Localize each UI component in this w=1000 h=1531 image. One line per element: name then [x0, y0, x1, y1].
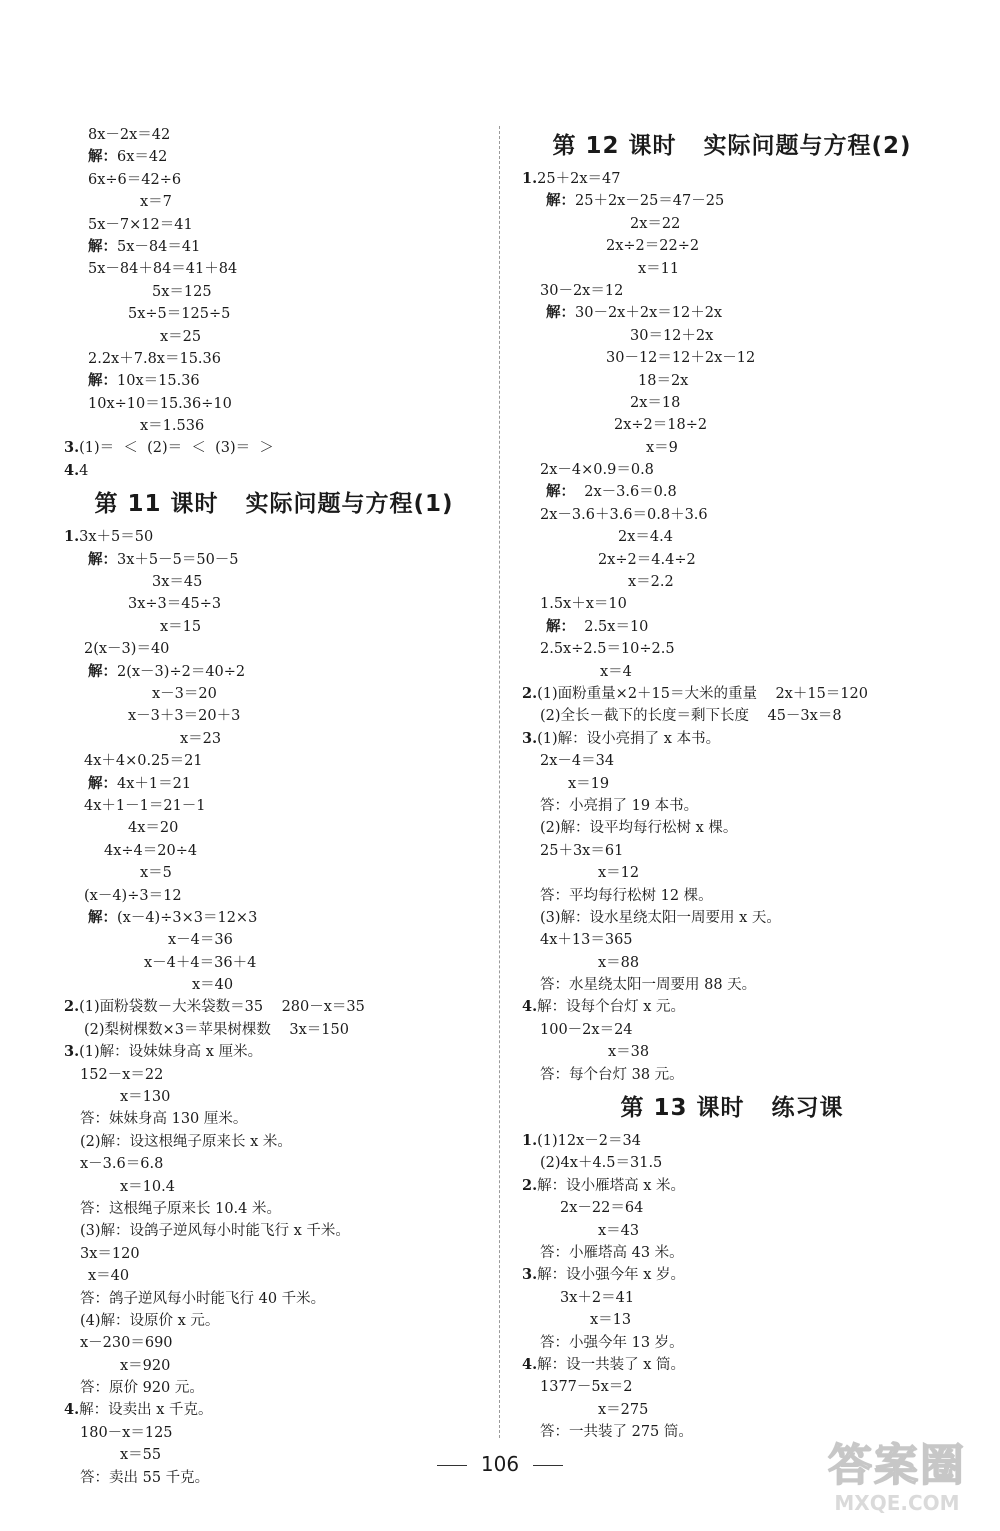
- answer-line: [64, 1131, 484, 1153]
- answer-line: [64, 549, 484, 571]
- line-text: 2x＝4.4: [618, 529, 673, 546]
- answer-line: [522, 190, 942, 212]
- line-text: x－3＝20: [152, 685, 217, 702]
- answer-line: [522, 370, 942, 392]
- line-text: 2x＝18: [630, 394, 681, 411]
- question-number: 2.: [522, 684, 538, 702]
- answer-line: [522, 213, 942, 235]
- answer-line: [64, 437, 484, 459]
- answer-line: [522, 728, 942, 750]
- question-number: 4.: [64, 461, 80, 479]
- answer-line: [522, 459, 942, 481]
- line-text: 2x－3.6＝0.8: [575, 484, 677, 501]
- answer-line: [64, 571, 484, 593]
- answer-line: [522, 258, 942, 280]
- question-number: 3.: [522, 1266, 538, 1284]
- line-text: x＝1.536: [140, 418, 205, 435]
- line-text: 1377－5x＝2: [540, 1379, 633, 1396]
- answer-line: [64, 1265, 484, 1287]
- line-text: 答：原价 920 元。: [80, 1380, 204, 1397]
- line-text: 2(x－3)÷2＝40÷2: [117, 663, 246, 680]
- line-text: 解：设卖出 x 千克。: [79, 1402, 213, 1419]
- answer-line: [522, 661, 942, 683]
- answer-line: [64, 124, 484, 146]
- answer-line: [64, 1041, 484, 1063]
- line-text: x－3.6＝6.8: [80, 1156, 164, 1173]
- answer-line: [522, 1332, 942, 1354]
- line-text: x＝11: [638, 260, 680, 277]
- line-text: 5x－84＋84＝41＋84: [88, 261, 238, 278]
- line-text: 2x－4＝34: [540, 753, 615, 770]
- line-text: 30－2x＋2x＝12＋2x: [575, 305, 723, 322]
- line-text: (2)4x＋4.5＝31.5: [540, 1155, 663, 1172]
- answer-line: [64, 1064, 484, 1086]
- line-text: 2.5x＝10: [575, 618, 649, 635]
- question-number: 1.: [64, 528, 80, 546]
- line-text: 解：设小强今年 x 岁。: [537, 1267, 686, 1284]
- line-text: (3)解：设鸽子逆风每小时能飞行 x 千米。: [80, 1223, 350, 1240]
- answer-line: [522, 302, 942, 324]
- answer-line: [522, 1041, 942, 1063]
- line-text: 4x＋4×0.25＝21: [84, 753, 203, 770]
- answer-line: [64, 1399, 484, 1421]
- line-text: 3x＋2＝41: [560, 1289, 635, 1306]
- line-text: (2)梨树棵数×3＝苹果树棵数 3x＝150: [84, 1021, 349, 1038]
- answer-line: [64, 191, 484, 213]
- solution-label: 解：: [546, 483, 575, 501]
- answer-line: [64, 907, 484, 929]
- answer-line: [64, 661, 484, 683]
- line-text: x－4＝36: [168, 932, 233, 949]
- question-number: 1.: [522, 170, 538, 187]
- question-number: 3.: [522, 729, 538, 747]
- line-text: (1)12x－2＝34: [537, 1133, 641, 1150]
- line-text: x＝40: [88, 1268, 130, 1285]
- answer-line: [522, 840, 942, 862]
- line-text: 30＝12＋2x: [630, 327, 714, 344]
- question-number: 4.: [64, 1401, 80, 1419]
- section-heading: 第 13 课时 练习课: [620, 1095, 844, 1122]
- answer-line: [64, 169, 484, 191]
- line-text: x＝19: [568, 775, 610, 792]
- line-text: 25＋3x＝61: [540, 842, 624, 859]
- line-text: 3x÷3＝45÷3: [128, 596, 222, 613]
- line-text: 3x＋5－5＝50－5: [117, 551, 239, 568]
- line-text: (2)解：设这根绳子原来长 x 米。: [80, 1133, 292, 1150]
- line-text: 4x＋1＝21: [117, 775, 192, 792]
- line-text: 3x＝120: [80, 1245, 140, 1262]
- right-column: [522, 124, 942, 1443]
- answer-line: [64, 705, 484, 727]
- line-text: 2x÷2＝18÷2: [614, 417, 708, 434]
- answer-line: [64, 885, 484, 907]
- question-number: 3.: [64, 1043, 80, 1061]
- answer-line: [64, 728, 484, 750]
- line-text: x＝43: [598, 1222, 640, 1239]
- line-text: 答：每个台灯 38 元。: [540, 1066, 684, 1083]
- answer-line: [64, 1288, 484, 1310]
- section-heading: 第 11 课时 实际问题与方程(1): [94, 491, 454, 518]
- line-text: x＝12: [598, 865, 640, 882]
- line-text: (3)解：设水星绕太阳一周要用 x 天。: [540, 909, 781, 926]
- answer-line: [64, 1310, 484, 1332]
- answer-line: [522, 1152, 942, 1174]
- line-text: x＝40: [192, 977, 234, 994]
- line-text: 25＋2x－25＝47－25: [575, 193, 725, 210]
- line-text: 30－12＝12＋2x－12: [606, 350, 756, 367]
- line-text: 2x＝22: [630, 215, 681, 232]
- answer-line: [64, 1220, 484, 1242]
- solution-label: 解：: [88, 148, 117, 166]
- line-text: (x－4)÷3×3＝12×3: [117, 909, 258, 926]
- line-text: 4x＝20: [128, 820, 179, 837]
- watermark-text: 答案圈: [828, 1440, 966, 1491]
- line-text: 答：平均每行松树 12 棵。: [540, 887, 713, 904]
- line-text: (1)＝ ＜ (2)＝ ＜ (3)＝ ＞: [79, 440, 274, 457]
- answer-line: [522, 235, 942, 257]
- line-text: x＝920: [120, 1357, 171, 1374]
- answer-line: [64, 1377, 484, 1399]
- answer-line: [64, 974, 484, 996]
- line-text: 8x－2x＝42: [88, 127, 171, 143]
- column-divider: [499, 126, 500, 1438]
- solution-label: 解：: [88, 908, 117, 926]
- footer-dash-right: [533, 1465, 563, 1466]
- line-text: 解：设小雁塔高 x 米。: [537, 1177, 686, 1194]
- solution-label: 解：: [88, 372, 117, 390]
- page-number: 106: [480, 1452, 520, 1476]
- line-text: 2(x－3)＝40: [84, 641, 170, 658]
- answer-line: [522, 392, 942, 414]
- answer-line: [64, 348, 484, 370]
- answer-line: [522, 1242, 942, 1264]
- answer-line: [522, 974, 942, 996]
- answer-line: [64, 929, 484, 951]
- answer-line: [522, 526, 942, 548]
- answer-line: [64, 1332, 484, 1354]
- answer-line: [64, 1108, 484, 1130]
- line-text: 2x－22＝64: [560, 1200, 644, 1217]
- answer-line: [64, 393, 484, 415]
- line-text: 4: [79, 462, 89, 479]
- line-text: 答：小强今年 13 岁。: [540, 1334, 684, 1351]
- answer-line: [522, 907, 942, 929]
- line-text: x＝55: [120, 1447, 162, 1464]
- line-text: 答：这根绳子原来长 10.4 米。: [80, 1200, 282, 1217]
- line-text: 180－x＝125: [80, 1424, 173, 1441]
- line-text: 1.5x＋x＝10: [540, 596, 627, 613]
- line-text: 答：妹妹身高 130 厘米。: [80, 1111, 248, 1128]
- line-text: 4x＋1－1＝21－1: [84, 797, 206, 814]
- answer-line: [522, 168, 942, 190]
- footer-dash-left: [437, 1465, 467, 1466]
- line-text: 5x－7×12＝41: [88, 216, 193, 233]
- line-text: 答：卖出 55 千克。: [80, 1469, 210, 1486]
- answer-line: [522, 616, 942, 638]
- answer-line: [64, 258, 484, 280]
- answer-line: [64, 1355, 484, 1377]
- answer-line: [64, 1198, 484, 1220]
- answer-line: [64, 526, 484, 548]
- line-text: x＝4: [600, 663, 632, 680]
- line-text: 6x÷6＝42÷6: [88, 171, 182, 188]
- line-text: 2.2x＋7.8x＝15.36: [88, 350, 221, 367]
- answer-line: [64, 1019, 484, 1041]
- line-text: (1)面粉重量×2＋15＝大米的重量 2x＋15＝120: [537, 685, 868, 702]
- answer-line: [522, 817, 942, 839]
- line-text: 6x＝42: [117, 149, 168, 166]
- answer-line: [64, 862, 484, 884]
- answer-line: [522, 437, 942, 459]
- answer-line: [64, 952, 484, 974]
- line-text: 5x÷5＝125÷5: [128, 306, 231, 323]
- solution-label: 解：: [546, 192, 575, 210]
- line-text: (2)全长－截下的长度＝剩下长度 45－3x＝8: [540, 708, 842, 725]
- answer-line: [64, 1176, 484, 1198]
- answer-line: [64, 370, 484, 392]
- line-text: 3x＋5＝50: [79, 529, 154, 546]
- answer-line: [64, 1086, 484, 1108]
- line-text: x＝2.2: [628, 574, 674, 591]
- answer-line: [522, 1376, 942, 1398]
- answer-line: [522, 593, 942, 615]
- answer-line: [64, 303, 484, 325]
- answer-line: [64, 593, 484, 615]
- answer-line: [522, 1354, 942, 1376]
- line-text: 25＋2x＝47: [537, 171, 621, 187]
- question-number: 4.: [522, 1355, 538, 1373]
- answer-line: [522, 773, 942, 795]
- line-text: x－230＝690: [80, 1335, 173, 1352]
- question-number: 1.: [522, 1132, 538, 1150]
- line-text: x＝9: [646, 439, 678, 456]
- answer-line: [64, 795, 484, 817]
- answer-line: [522, 481, 942, 503]
- line-text: 4x÷4＝20÷4: [104, 842, 198, 859]
- line-text: (1)解：设小亮捐了 x 本书。: [537, 730, 721, 747]
- line-text: 10x÷10＝15.36÷10: [88, 395, 232, 412]
- line-text: x＝15: [160, 618, 202, 635]
- line-text: (x－4)÷3＝12: [84, 887, 182, 904]
- answer-line: [522, 1264, 942, 1286]
- section-heading: 第 12 课时 实际问题与方程(2): [552, 133, 912, 159]
- line-text: x＝23: [180, 730, 222, 747]
- answer-line: [64, 996, 484, 1018]
- answer-line: [522, 929, 942, 951]
- answer-line: [64, 773, 484, 795]
- answer-line: [522, 862, 942, 884]
- line-text: 3x＝45: [152, 574, 203, 591]
- left-column: [64, 124, 484, 1489]
- line-text: 答：鸽子逆风每小时能飞行 40 千米。: [80, 1290, 326, 1307]
- answer-line: [522, 795, 942, 817]
- answer-line: [522, 683, 942, 705]
- line-text: 答：水星绕太阳一周要用 88 天。: [540, 977, 757, 994]
- line-text: 2x÷2＝22÷2: [606, 238, 700, 255]
- answer-line: [522, 1309, 942, 1331]
- solution-label: 解：: [546, 617, 575, 635]
- answer-line: [64, 750, 484, 772]
- answer-line: [522, 1019, 942, 1041]
- answer-line: [522, 1399, 942, 1421]
- answer-line: [522, 1175, 942, 1197]
- answer-line: [64, 460, 484, 482]
- answer-line: [522, 347, 942, 369]
- line-text: x－3＋3＝20＋3: [128, 708, 241, 725]
- line-text: 2x－3.6＋3.6＝0.8＋3.6: [540, 506, 708, 523]
- line-text: 10x＝15.36: [117, 373, 200, 390]
- answer-line: [64, 683, 484, 705]
- answer-line: [64, 326, 484, 348]
- answer-line: [522, 571, 942, 593]
- line-text: 30－2x＝12: [540, 282, 624, 299]
- solution-label: 解：: [88, 550, 117, 568]
- line-text: x－4＋4＝36＋4: [144, 954, 257, 971]
- question-number: 2.: [522, 1176, 538, 1194]
- line-text: 100－2x＝24: [540, 1021, 633, 1038]
- solution-label: 解：: [88, 237, 117, 255]
- line-text: 2.5x÷2.5＝10÷2.5: [540, 641, 675, 658]
- answer-line: [64, 415, 484, 437]
- line-text: x＝5: [140, 865, 172, 882]
- solution-label: 解：: [546, 304, 575, 322]
- line-text: (1)面粉袋数－大米袋数＝35 280－x＝35: [79, 999, 365, 1016]
- line-text: x＝130: [120, 1089, 171, 1106]
- line-text: (4)解：设原价 x 元。: [80, 1312, 220, 1329]
- answer-line: [64, 1422, 484, 1444]
- answer-line: [522, 996, 942, 1018]
- line-text: 答：一共装了 275 筒。: [540, 1424, 693, 1441]
- line-text: x＝275: [598, 1401, 649, 1418]
- answer-line: [522, 750, 942, 772]
- answer-line: [64, 214, 484, 236]
- line-text: 4x＋13＝365: [540, 932, 633, 949]
- answer-line: [64, 236, 484, 258]
- line-text: 解：设一共装了 x 筒。: [537, 1356, 686, 1373]
- answer-line: [522, 549, 942, 571]
- line-text: (1)解：设妹妹身高 x 厘米。: [79, 1044, 263, 1061]
- line-text: 5x＝125: [152, 283, 212, 300]
- line-text: 答：小亮捐了 19 本书。: [540, 797, 699, 814]
- answer-line: [522, 885, 942, 907]
- answer-line: [522, 504, 942, 526]
- watermark-url: MXQE.COM: [834, 1491, 960, 1515]
- line-text: x＝10.4: [120, 1178, 175, 1195]
- line-text: 2x－4×0.9＝0.8: [540, 462, 654, 479]
- solution-label: 解：: [88, 662, 117, 680]
- line-text: x＝25: [160, 328, 202, 345]
- solution-label: 解：: [88, 774, 117, 792]
- question-number: 4.: [522, 998, 538, 1016]
- line-text: (2)解：设平均每行松树 x 棵。: [540, 820, 738, 837]
- answer-line: [64, 840, 484, 862]
- answer-line: [522, 1287, 942, 1309]
- answer-line: [64, 817, 484, 839]
- line-text: 2x÷2＝4.4÷2: [598, 551, 696, 568]
- answer-line: [522, 952, 942, 974]
- answer-line: [522, 1220, 942, 1242]
- answer-line: [64, 616, 484, 638]
- answer-line: [64, 1153, 484, 1175]
- answer-line: [522, 1064, 942, 1086]
- line-text: x＝13: [590, 1312, 632, 1329]
- answer-line: [64, 281, 484, 303]
- line-text: 152－x＝22: [80, 1066, 164, 1083]
- line-text: 答：小雁塔高 43 米。: [540, 1244, 684, 1261]
- line-text: x＝7: [140, 194, 172, 211]
- answer-line: [522, 705, 942, 727]
- line-text: 5x－84＝41: [117, 238, 201, 255]
- answer-line: [522, 325, 942, 347]
- line-text: 解：设每个台灯 x 元。: [537, 999, 686, 1016]
- question-number: 3.: [64, 439, 80, 457]
- answer-line: [522, 1197, 942, 1219]
- answer-line: [522, 280, 942, 302]
- line-text: 18＝2x: [638, 372, 689, 389]
- answer-line: [522, 414, 942, 436]
- question-number: 2.: [64, 998, 80, 1016]
- line-text: x＝88: [598, 954, 640, 971]
- answer-line: [64, 1243, 484, 1265]
- answer-line: [522, 638, 942, 660]
- answer-line: [522, 1130, 942, 1152]
- line-text: x＝38: [608, 1044, 650, 1061]
- watermark-logo: [812, 1429, 982, 1521]
- answer-line: [64, 146, 484, 168]
- answer-line: [64, 638, 484, 660]
